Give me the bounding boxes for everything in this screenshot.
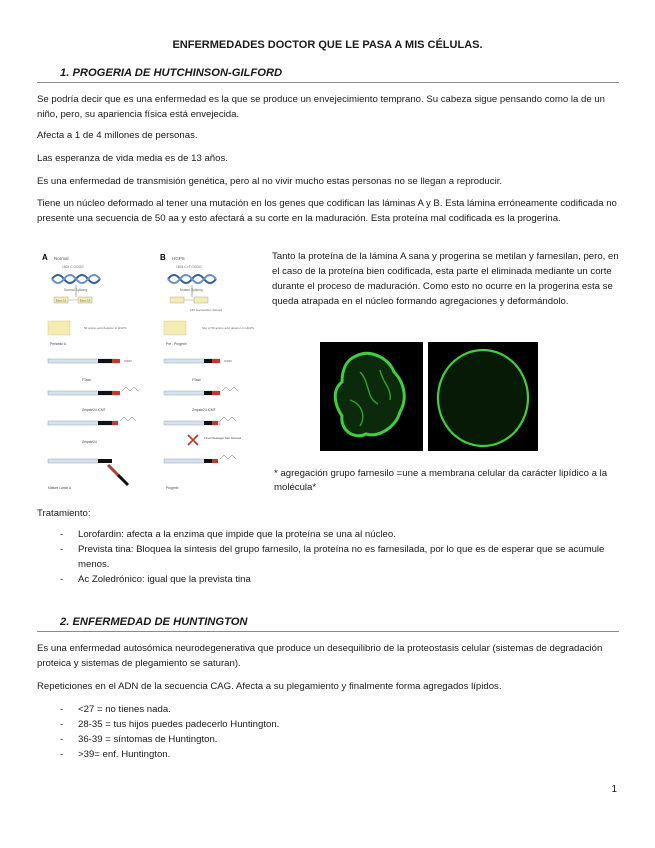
nucleus-box-b (164, 321, 186, 335)
paragraph: Repeticiones en el ADN de la secuencia CAG. Afecta a su plegamiento y finalmente forma agregados lípidos. (37, 681, 502, 692)
exon-12-label: Exon 12 (80, 298, 91, 303)
paragraph: Tiene un núcleo deformado al tener una mutación en los genes que codifican las láminas A y B. Esta lámina erróneamente codificada no presente una secuencia de 50 aa y esto afectará a su corte en la maduración. Esta proteína mal codificada es la progerina. (37, 198, 617, 224)
farnesyl-note: * agregación grupo farnesilo =une a membrana celular da carácter lipídico a la molécula* (274, 468, 608, 493)
pre-progerin-label: Pre - Progerin (166, 342, 187, 346)
normal-nucleus-image (428, 342, 538, 451)
list-item: - 28-35 = tus hijos puedes padecerlo Huntington. (60, 717, 617, 732)
farnesylation-paragraph: Tanto la proteína de la lámina A sana y progerina se metilan y farnesilan, pero, en el caso de la proteína bien codificada, esta parte el eliminada mediante un corte durante el proceso de maduración. Como esto no ocurre en la progerina esta se queda atrapada en el núcleo formando agregaciones y deformándolo. (272, 251, 619, 307)
exon-11-label: Exon 11 (56, 298, 67, 303)
list-item: - <27 = no tienes nada. (60, 702, 617, 717)
panel-a-splice: Normal Splicing (64, 288, 88, 292)
paragraph: Es una enfermedad de transmisión genética, pero al no vivir mucho estas personas no se llegan a reproducir. (37, 176, 503, 187)
cag-repeat-list (60, 702, 617, 762)
list-item: - Ac Zoledrónico: igual que la prevista tina (60, 572, 617, 587)
section-1-rule (37, 82, 619, 83)
paragraph: Afecta a 1 de 4 millones de personas. (37, 130, 198, 141)
zmpste24-label: Zmpste24 (82, 440, 97, 444)
panel-b-title: HGPS (172, 256, 185, 261)
progerin-label: Progerin (166, 486, 179, 490)
treatment-list (60, 527, 617, 587)
panel-a-letter: A (42, 253, 48, 262)
b-deleted-note: 150 Nucleotides deleted (190, 308, 223, 312)
lamin-processing-figure (40, 251, 262, 500)
section-2-rule (37, 631, 619, 632)
panel-b-splice: Mutant Splicing (180, 288, 203, 292)
paragraph: Las esperanza de vida media es de 13 años. (37, 153, 228, 164)
cleavage-cross-icon (188, 435, 198, 445)
nucleus-box-a (48, 321, 70, 335)
panel-a-title: Normal (54, 256, 69, 261)
svg-text:FTase: FTase (192, 378, 201, 382)
list-item: - 36-39 = síntomas de Huntington. (60, 732, 617, 747)
paragraph: Es una enfermedad autosómica neurodegenerativa que produce un desequilibrio de la proteostasis celular (sistemas de degradación proteica y sistemas de plegamiento se saturan). (37, 643, 603, 669)
svg-text:Zmpste24 ICMT: Zmpste24 ICMT (192, 408, 216, 412)
b-deletion-note: Site of 50 amino acid deletion in HGPS (202, 326, 254, 330)
panel-b-letter: B (160, 253, 166, 262)
svg-text:CSIM: CSIM (224, 359, 232, 363)
section-1-heading: 1. PROGERIA DE HUTCHINSON-GILFORD (60, 67, 283, 79)
paragraph: Se podría decir que es una enfermedad es la que se produce un envejecimiento temprano. Su cabeza sigue pensando como la de un niño, pero, su apariencia física está envejecida. (37, 94, 606, 120)
a-deletion-note: 50 amino acid deletion in HGPS (84, 326, 127, 330)
prelamin-label: Prelamin A (50, 342, 66, 346)
section-2-heading: 2. ENFERMEDAD DE HUNTINGTON (60, 616, 248, 628)
treatment-label: Tratamiento: (37, 508, 91, 519)
final-cleavage-label: Final Cleavage Site Deleted (204, 436, 242, 440)
zmpste24-icmt-label: Zmpste24 ICMT (82, 408, 106, 412)
document-title: ENFERMEDADES DOCTOR QUE LE PASA A MIS CÉLULAS. (172, 39, 483, 51)
mature-lamin-label: Mature Lamin A (48, 486, 72, 490)
panel-a-gene: 1824 C GGGG (62, 265, 84, 269)
panel-b-gene: 1824 C>T GGGG (176, 265, 202, 269)
list-item: - Prevista tina: Bloquea la síntesis del grupo farnesilo, la proteína no es farnesilada, por lo que es de esperar que se acumule menos. (60, 542, 617, 572)
caax-label: CSIM (124, 359, 132, 363)
page-number: 1 (611, 784, 617, 795)
list-item: - Lorofardin: afecta a la enzima que impide que la proteína se una al núcleo. (60, 527, 617, 542)
list-item: - >39= enf. Huntington. (60, 747, 617, 762)
ftase-label: FTase (82, 378, 91, 382)
deformed-nucleus-image (320, 342, 423, 451)
